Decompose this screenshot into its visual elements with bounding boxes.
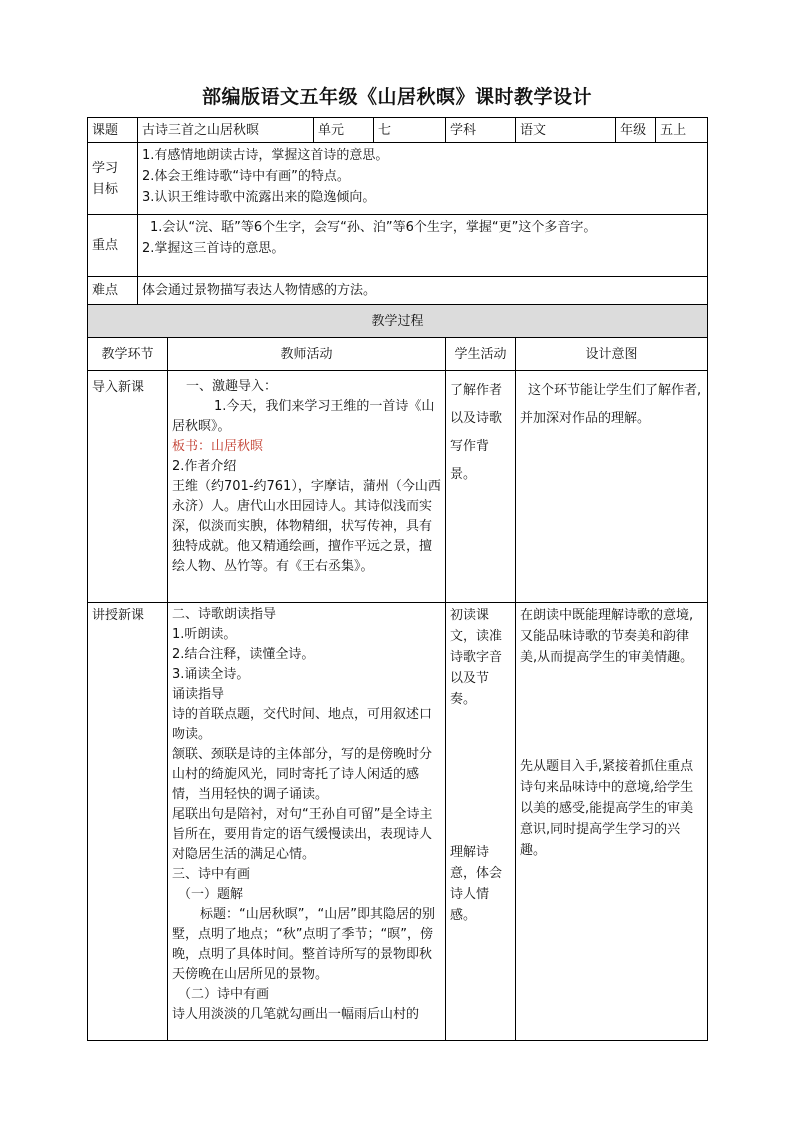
teacher-cell: 二、诗歌朗读指导 1.听朗读。 2.结合注释，读懂全诗。 3.诵读全诗。 诵读指导 诗的首联点题，交代时间、地点，可用叙述口吻读。 颔联、颈联是诗的主体部分，写的是傍晚时分山村的绮旎风光，同时寄托了诗人闲适的感情，当用轻快的调子诵读。 尾联出句是陪衬，对句“王孙自可留”是全诗主旨所在，要用肯定的语气缓慢读出，表现诗人对隐居生活的满足心情。 三、诗中有画 （一）题解 标题：“山居秋暝”，“山居”即其隐居的别墅，点明了地点；“秋”点明了季节；“暝”，傍晚，点明了具体时间。整首诗所写的景物即秋天傍晚在山居所见的景物。 （二）诗中有画 诗人用淡淡的几笔就勾画出一幅雨后山村的 (168, 603, 446, 1041)
focus-item: 1.会认“浣、聒”等6个生字，会写“孙、泊”等6个生字，掌握“更”这个多音字。 (150, 220, 597, 235)
lesson-plan-table (87, 117, 707, 1041)
goals-label: 学习 目标 (88, 143, 138, 215)
topic-value: 古诗三首之山居秋暝 (138, 118, 314, 143)
goals-content (138, 143, 708, 215)
column-header-row (88, 338, 708, 371)
teacher-cell: 一、激趣导入： 1.今天，我们来学习王维的一首诗《山居秋暝》。 板书：山居秋暝 2.作者介绍 王维（约701-约761），字摩诘，蒲州（今山西永济）人。唐代山水田园诗人。其诗似浅而实深，似淡而实腴，体物精细，状写传神，具有独特成就。他又精通绘画，擅作平远之景，擅绘人物、丛竹等。有《王右丞集》。 (168, 371, 446, 603)
intent-cell: 在朗读中既能理解诗歌的意境,又能品味诗歌的节奏美和韵律美,从而提高学生的审美情趣。 先从题目入手,紧接着抓住重点诗句来品味诗中的意境,给学生以美的感受,能提高学生的审美意识,同时提高学生学习的兴趣。 (516, 603, 708, 1041)
col-intent: 设计意图 (516, 338, 708, 371)
header-row (88, 118, 708, 143)
difficulty-content: 体会通过景物描写表达人物情感的方法。 (138, 277, 708, 305)
table-row (88, 371, 708, 603)
table-row (88, 603, 708, 1041)
process-band: 教学过程 (88, 305, 708, 338)
student-cell: 了解作者以及诗歌写作背景。 (446, 371, 516, 603)
board-note: 板书：山居秋暝 (172, 439, 264, 454)
col-teacher: 教师活动 (168, 338, 446, 371)
student-cell: 初读课文，读准诗歌字音以及节奏。 理解诗意，体会诗人情感。 (446, 603, 516, 1041)
focus-item: 2.掌握这三首诗的意思。 (142, 241, 285, 256)
topic-label: 课题 (88, 118, 138, 143)
goal-item: 1.有感情地朗读古诗，掌握这首诗的意思。 (142, 148, 389, 163)
difficulty-label: 难点 (88, 277, 138, 305)
subject-value: 语文 (516, 118, 616, 143)
goals-row (88, 143, 708, 215)
focus-row (88, 215, 708, 277)
focus-label: 重点 (88, 215, 138, 277)
col-stage: 教学环节 (88, 338, 168, 371)
difficulty-row (88, 277, 708, 305)
stage-cell: 讲授新课 (88, 603, 168, 1041)
col-student: 学生活动 (446, 338, 516, 371)
unit-value: 七 (374, 118, 446, 143)
grade-value: 五上 (656, 118, 708, 143)
intent-cell: 这个环节能让学生们了解作者,并加深对作品的理解。 (516, 371, 708, 603)
goal-item: 3.认识王维诗歌中流露出来的隐逸倾向。 (142, 190, 376, 205)
focus-content (138, 215, 708, 277)
page-title: 部编版语文五年级《山居秋暝》课时教学设计 (201, 86, 592, 108)
process-band-row (88, 305, 708, 338)
unit-label: 单元 (314, 118, 374, 143)
goal-item: 2.体会王维诗歌“诗中有画”的特点。 (142, 169, 350, 184)
subject-label: 学科 (446, 118, 516, 143)
stage-cell: 导入新课 (88, 371, 168, 603)
grade-label: 年级 (616, 118, 656, 143)
